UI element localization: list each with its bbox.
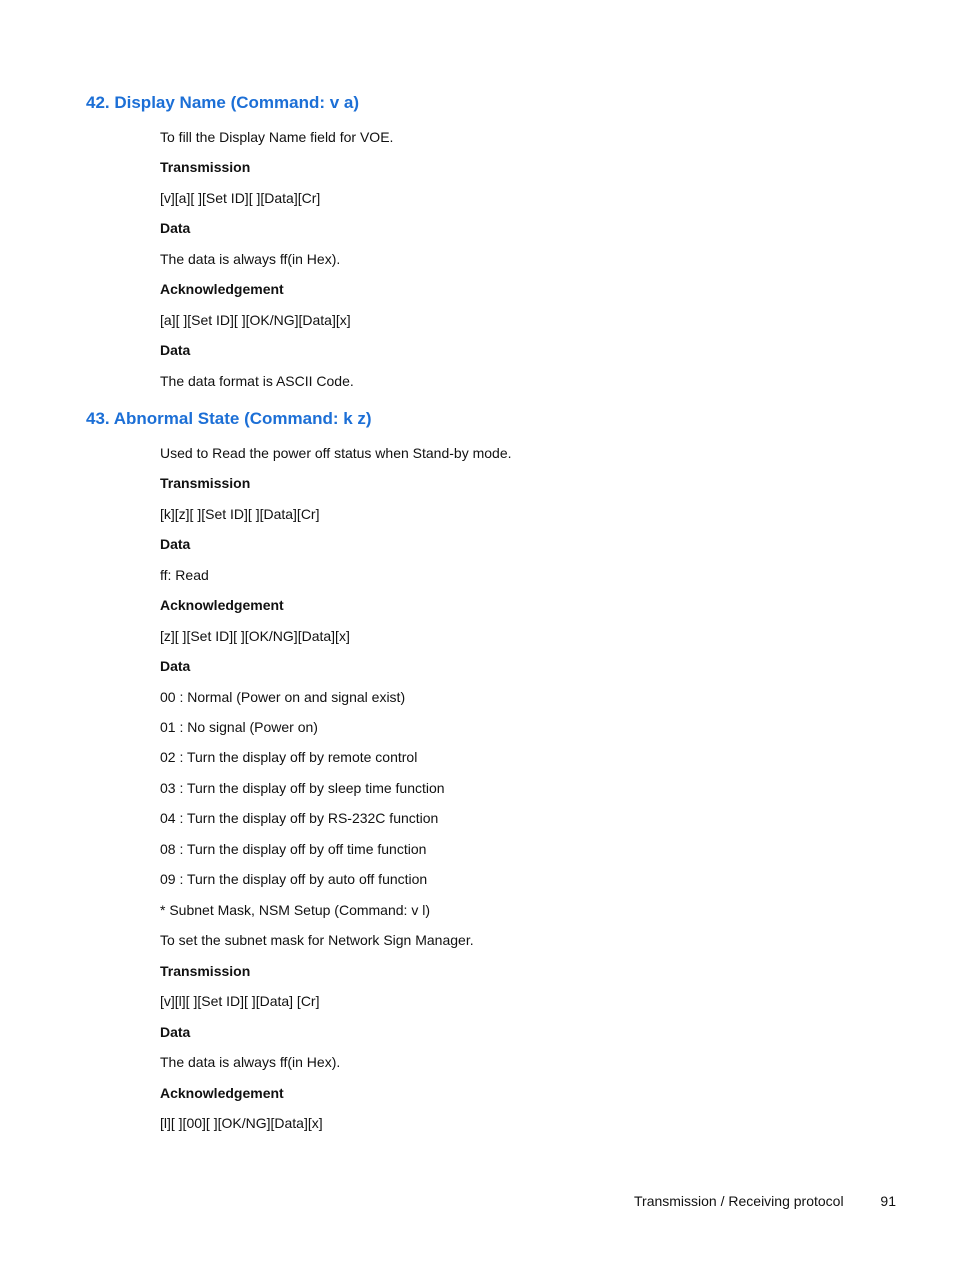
subheading: Acknowledgement — [160, 281, 284, 297]
body-text: To set the subnet mask for Network Sign Manager. — [160, 932, 474, 948]
subheading: Acknowledgement — [160, 1085, 284, 1101]
body-text: The data is always ff(in Hex). — [160, 251, 341, 267]
subheading: Data — [160, 536, 191, 552]
body-text: [z][ ][Set ID][ ][OK/NG][Data][x] — [160, 628, 350, 644]
list-item: 08 : Turn the display off by off time function — [160, 841, 427, 857]
body-text: [v][l][ ][Set ID][ ][Data] [Cr] — [160, 993, 320, 1009]
subheading: Transmission — [160, 475, 251, 491]
section-heading-43: 43. Abnormal State (Command: k z) — [86, 409, 372, 428]
footer-title: Transmission / Receiving protocol — [634, 1193, 844, 1209]
body-text: [k][z][ ][Set ID][ ][Data][Cr] — [160, 506, 320, 522]
list-item: 03 : Turn the display off by sleep time function — [160, 780, 445, 796]
subheading: Data — [160, 658, 191, 674]
body-text: [a][ ][Set ID][ ][OK/NG][Data][x] — [160, 312, 351, 328]
page-footer — [634, 1193, 896, 1209]
subheading: Data — [160, 1024, 191, 1040]
body-text: * Subnet Mask, NSM Setup (Command: v l) — [160, 902, 430, 918]
section-heading-42: 42. Display Name (Command: v a) — [86, 93, 360, 112]
subheading: Transmission — [160, 159, 251, 175]
body-text: [l][ ][00][ ][OK/NG][Data][x] — [160, 1115, 323, 1131]
body-text: ff: Read — [160, 567, 209, 583]
list-item: 09 : Turn the display off by auto off function — [160, 871, 428, 887]
body-text: The data is always ff(in Hex). — [160, 1054, 341, 1070]
list-item: 02 : Turn the display off by remote control — [160, 749, 418, 765]
list-item: 04 : Turn the display off by RS-232C function — [160, 810, 439, 826]
list-item: 00 : Normal (Power on and signal exist) — [160, 689, 406, 705]
body-text: [v][a][ ][Set ID][ ][Data][Cr] — [160, 190, 321, 206]
body-text: The data format is ASCII Code. — [160, 373, 354, 389]
subheading: Transmission — [160, 963, 251, 979]
subheading: Acknowledgement — [160, 597, 284, 613]
subheading: Data — [160, 220, 191, 236]
body-text: Used to Read the power off status when Stand-by mode. — [160, 445, 512, 461]
body-text: To fill the Display Name field for VOE. — [160, 129, 394, 145]
page-number: 91 — [880, 1193, 896, 1209]
list-item: 01 : No signal (Power on) — [160, 719, 318, 735]
subheading: Data — [160, 342, 191, 358]
